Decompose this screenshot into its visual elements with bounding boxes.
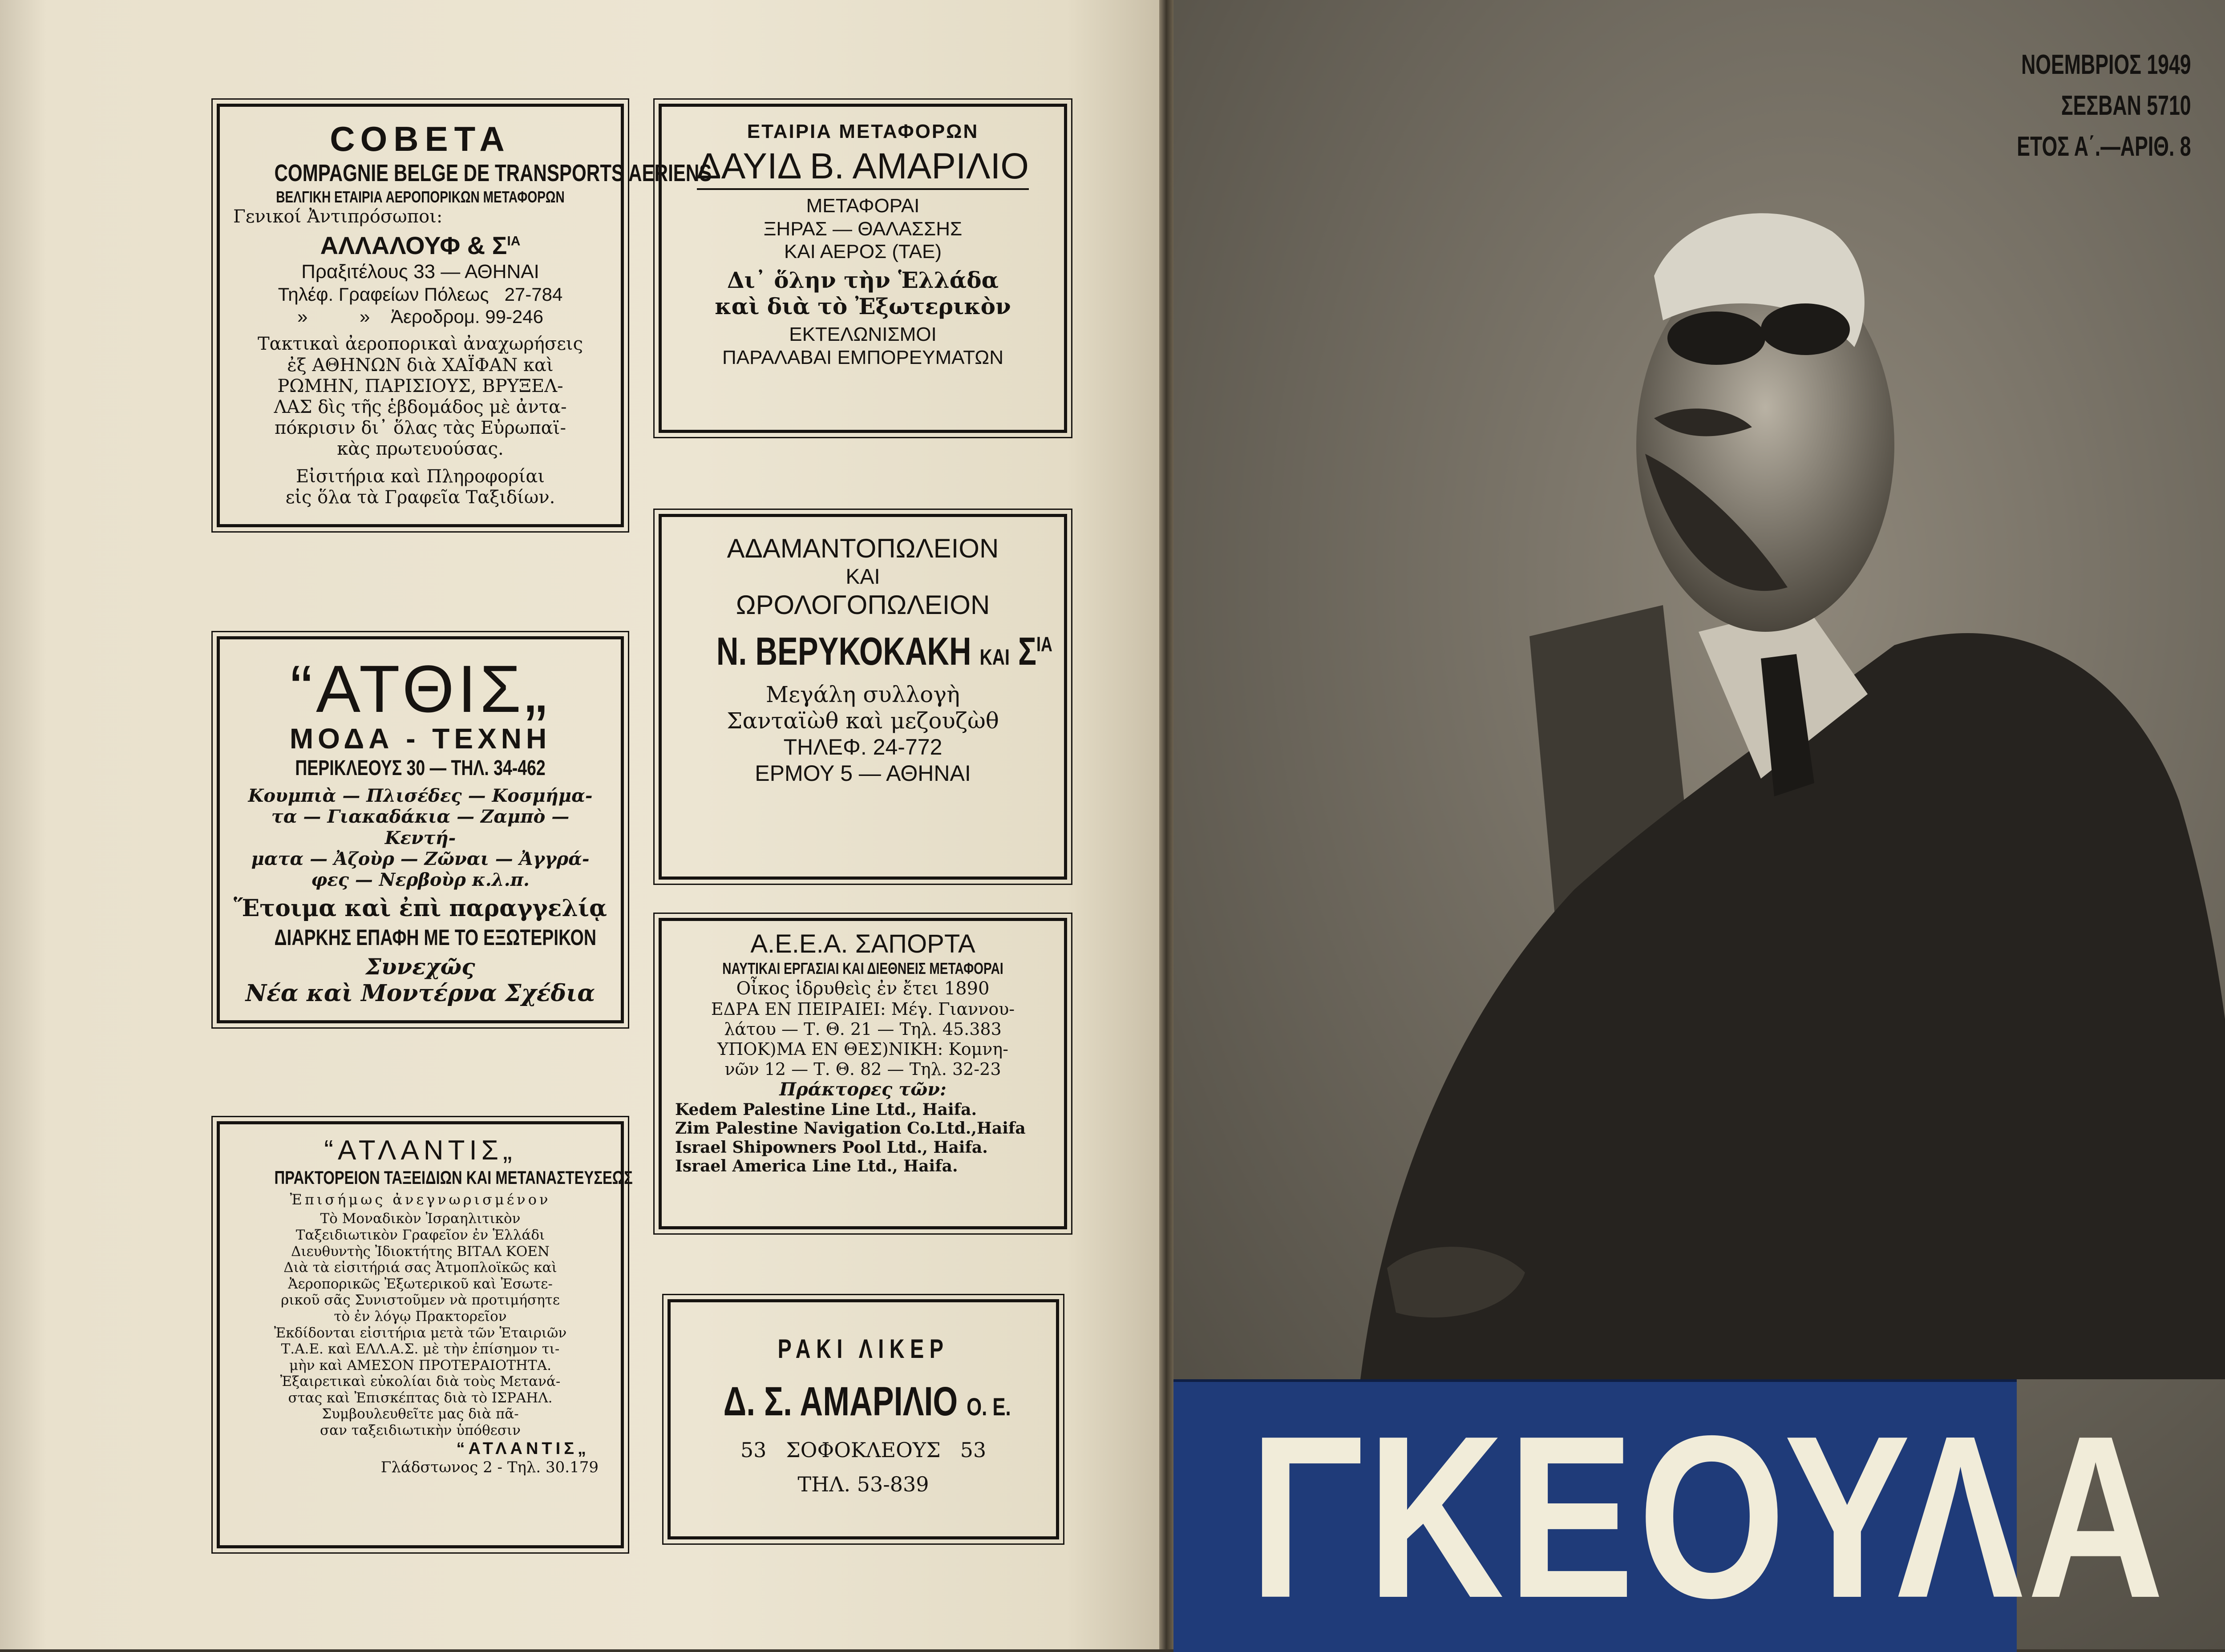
sobeta-phone-city-label: Τηλέφ. Γραφείων Πόλεως <box>278 284 489 305</box>
saporta-agent: Zim Palestine Navigation Co.Ltd.,Haifa <box>675 1119 1026 1138</box>
verykokaki-desc-line: Σανταϊὼθ καὶ μεζουζὼθ <box>727 708 999 734</box>
verykokaki-name-sup: ΙΑ <box>1036 632 1052 656</box>
atthis-address: ΠΕΡΙΚΛΕΟΥΣ 30 — ΤΗΛ. 34-462 <box>295 756 546 780</box>
atthis-footer-line: Συνεχῶς <box>365 953 475 980</box>
raki-phone: ΤΗΛ. 53-839 <box>797 1472 929 1496</box>
issue-info <box>2017 44 2191 167</box>
raki-header: ΡΑΚΙ ΛΙΚΕΡ <box>777 1334 949 1364</box>
ad-amarilio-transport <box>659 104 1067 433</box>
verykokaki-name-si: Σ <box>1018 629 1037 674</box>
atlantis-line: Διὰ τὰ εἰσιτήριά σας Ἀτμοπλοϊκῶς καὶ <box>283 1260 557 1276</box>
sobeta-text-line: ΡΩΜΗΝ, ΠΑΡΙΣΙΟΥΣ, ΒΡΥΞΕΛ- <box>277 376 563 396</box>
verykokaki-name-text: Ν. ΒΕΡΥΚΟΚΑΚΗ <box>716 629 971 674</box>
sobeta-agent-name <box>233 231 607 260</box>
ad-verykokaki <box>659 514 1067 880</box>
atlantis-line: μὴν καὶ ΑΜΕΣΟΝ ΠΡΟΤΕΡΑΙΟΤΗΤΑ. <box>289 1357 551 1373</box>
atlantis-line: τὸ ἐν λόγῳ Πρακτορεῖον <box>334 1308 507 1325</box>
sobeta-footer-line: Εἰσιτήρια καὶ Πληροφορίαι <box>295 466 545 487</box>
magazine-title: ΓΚΕΟΥΛΑ <box>1249 1388 2168 1646</box>
book-gutter <box>1159 0 1173 1649</box>
sobeta-agent-sup: ΙΑ <box>507 234 521 249</box>
sobeta-text-line: ἐξ ΑΘΗΝΩΝ διὰ ΧΑΪΦΑΝ καὶ <box>287 355 554 376</box>
atlantis-line: σαν ταξειδιωτικὴν ὑπόθεσιν <box>320 1422 521 1438</box>
verykokaki-phone: ΤΗΛΕΦ. 24-772 <box>783 735 943 760</box>
amarilio-line: ΚΑΙ ΑΕΡΟΣ (ΤΑΕ) <box>784 241 942 263</box>
amarilio-name: ΔΑΥΙΔ Β. ΑΜΑΡΙΛΙΟ <box>697 145 1029 190</box>
sobeta-name: СОВЕТА <box>330 119 511 158</box>
ad-raki <box>668 1299 1059 1539</box>
atlantis-line: Τὸ Μοναδικὸν Ἰσραηλιτικὸν <box>320 1211 521 1227</box>
saporta-line: λάτου — Τ. Θ. 21 — Τηλ. 45.383 <box>724 1019 1002 1039</box>
raki-name-suffix: Ο. Ε. <box>967 1392 1011 1421</box>
ad-saporta <box>659 918 1067 1229</box>
sobeta-text-line: κὰς πρωτευούσας. <box>337 439 504 460</box>
saporta-founded: Οἶκος ἱδρυθεὶς ἐν ἔτει 1890 <box>736 978 990 999</box>
saporta-subtitle: ΝΑΥΤΙΚΑΙ ΕΡΓΑΣΙΑΙ ΚΑΙ ΔΙΕΘΝΕΙΣ ΜΕΤΑΦΟΡΑΙ <box>722 959 1003 978</box>
sobeta-company-gr: ΒΕΛΓΙΚΗ ΕΤΑΙΡΙΑ ΑΕΡΟΠΟΡΙΚΩΝ ΜΕΤΑΦΟΡΩΝ <box>276 187 565 206</box>
atthis-item-line: τα — Γιακαδάκια — Ζαμπὸ — Κεντή- <box>271 806 570 848</box>
atlantis-line: Ἀεροπορικῶς Ἐξωτερικοῦ καὶ Ἐσωτε- <box>288 1276 553 1292</box>
saporta-agent: Kedem Palestine Line Ltd., Haifa. <box>675 1100 977 1119</box>
sobeta-phone-airport: Ἀεροδρομ. 99-246 <box>391 306 544 327</box>
atthis-item-line: Κουμπιὰ — Πλισέδες — Κοσμήμα- <box>248 785 593 807</box>
atlantis-line: Ἐκδίδονται εἰσιτήρια μετὰ τῶν Ἑταιριῶν <box>274 1325 567 1341</box>
atlantis-line: ρικοῦ σᾶς Συνιστοῦμεν νὰ προτιμήσητε <box>281 1292 560 1309</box>
verykokaki-line: ΩΡΟΛΟΓΟΠΩΛΕΙΟΝ <box>736 590 990 620</box>
atlantis-footer-address: Γλάδστωνος 2 - Τηλ. 30.179 <box>380 1458 599 1477</box>
sobeta-text-line: πόκρισιν δι᾽ ὅλας τὰς Εὐρωπαϊ- <box>274 418 566 439</box>
atlantis-line: Ἐξαιρετικαὶ εὐκολίαι διὰ τοὺς Μετανά- <box>280 1373 561 1390</box>
ad-atlantis <box>217 1121 633 1548</box>
amarilio-footer-line: ΕΚΤΕΛΩΝΙΣΜΟΙ <box>789 323 937 346</box>
saporta-agent: Israel America Line Ltd., Haifa. <box>675 1157 958 1175</box>
atlantis-line: Ταξειδιωτικὸν Γραφεῖον ἐν Ἑλλάδι <box>295 1227 545 1244</box>
sobeta-phone-city: 27-784 <box>504 284 563 305</box>
atlantis-recognized: Ἐπισήμως ἀνεγνωρισμένον <box>290 1191 551 1208</box>
atthis-item-line: φες — Νερβοὺρ κ.λ.π. <box>311 869 530 890</box>
amarilio-italic-line: καὶ διὰ τὸ Ἐξωτερικὸν <box>715 293 1011 320</box>
atlantis-line: Τ.Α.Ε. καὶ ΕΛΛ.Α.Σ. μὲ τὴν ἐπίσημον τι- <box>281 1341 560 1357</box>
issue-hebrew: ΣΕΣΒΑΝ 5710 <box>2061 90 2191 121</box>
amarilio-line: ΜΕΤΑΦΟΡΑΙ <box>806 194 920 217</box>
amarilio-line: ΞΗΡΑΣ — ΘΑΛΑΣΣΗΣ <box>763 218 963 240</box>
atthis-name: “ΑΤΘΙΣ„ <box>290 651 550 726</box>
amarilio-header: ΕΤΑΙΡΙΑ ΜΕΤΑΦΟΡΩΝ <box>747 121 979 142</box>
saporta-name: Α.Ε.Ε.Α. ΣΑΠΟΡΤΑ <box>750 929 975 958</box>
verykokaki-line: ΚΑΙ <box>846 565 880 589</box>
issue-number: ΕΤΟΣ Α΄.—ΑΡΙΘ. 8 <box>2017 131 2191 162</box>
verykokaki-line: ΑΔΑΜΑΝΤΟΠΩΛΕΙΟΝ <box>727 533 999 563</box>
saporta-line: ΥΠΟΚ)ΜΑ ΕΝ ΘΕΣ)ΝΙΚΗ: Κομνη- <box>717 1039 1008 1059</box>
raki-name <box>723 1377 1011 1426</box>
ad-atthis <box>217 636 624 1023</box>
sobeta-agents-label: Γενικοί Ἀντιπρόσωποι: <box>233 206 443 227</box>
sobeta-text-line: Τακτικαὶ ἀεροπορικαὶ ἀναχωρήσεις <box>257 334 583 355</box>
cover-page <box>1173 0 2225 1649</box>
sobeta-phone-airport-marks: » » <box>297 306 370 327</box>
atthis-footer-line: Νέα καὶ Μοντέρνα Σχέδια <box>245 980 595 1007</box>
verykokaki-desc-line: Μεγάλη συλλογὴ <box>765 682 960 708</box>
verykokaki-address: ΕΡΜΟΥ 5 — ΑΘΗΝΑΙ <box>755 761 971 786</box>
sobeta-phone-city-row <box>233 283 607 306</box>
raki-name-text: Δ. Σ. ΑΜΑΡΙΛΙΟ <box>723 1378 958 1424</box>
sobeta-address: Πραξιτέλους 33 — ΑΘΗΝΑΙ <box>301 261 539 283</box>
verykokaki-name-kai: ΚΑΙ <box>979 645 1010 670</box>
ad-sobeta <box>217 104 712 527</box>
amarilio-footer-line: ΠΑΡΑΛΑΒΑΙ ΕΜΠΟΡΕΥΜΑΤΩΝ <box>722 347 1003 369</box>
sobeta-agent-text: ΑΛΛΑΛΟΥΦ & Σ <box>320 231 507 260</box>
glasses-bridge <box>1761 329 1779 335</box>
atlantis-line: Συμβουλευθεῖτε μας διὰ πᾶ- <box>322 1406 519 1422</box>
atlantis-name: “ΑΤΛΑΝΤΙΣ„ <box>324 1135 517 1166</box>
atthis-order-line: Ἕτοιμα καὶ ἐπὶ παραγγελίᾳ <box>233 895 607 922</box>
saporta-line: ΕΔΡΑ ΕΝ ΠΕΙΡΑΙΕΙ: Μέγ. Γιαννου- <box>711 999 1015 1019</box>
sobeta-company-fr: COMPAGNIE BELGE DE TRANSPORTS AERIENS <box>274 160 712 187</box>
saporta-agent: Israel Shipowners Pool Ltd., Haifa. <box>675 1138 988 1157</box>
sobeta-text-line: ΛΑΣ δὶς τῆς ἑβδομάδος μὲ ἀντα- <box>274 397 567 418</box>
raki-address: 53 ΣΟΦΟΚΛΕΟΥΣ 53 <box>740 1438 987 1462</box>
atthis-contact-line: ΔΙΑΡΚΗΣ ΕΠΑΦΗ ΜΕ ΤΟ ΕΞΩΤΕΡΙΚΟΝ <box>274 925 596 950</box>
atlantis-line: Διευθυντὴς Ἰδιοκτήτης ΒΙΤΑΛ ΚΟΕΝ <box>291 1243 550 1260</box>
atthis-item-line: ματα — Ἀζοὺρ — Ζῶναι — Ἀγγρά- <box>251 848 590 869</box>
sobeta-phone-airport-row <box>233 306 607 328</box>
atlantis-line: στας καὶ Ἐπισκέπτας διὰ τὸ ΙΣΡΑΗΛ. <box>288 1389 553 1406</box>
glasses-left <box>1667 311 1765 365</box>
saporta-agents-label: Πράκτορες τῶν: <box>779 1079 947 1100</box>
saporta-line: νῶν 12 — Τ. Θ. 82 — Τηλ. 32-23 <box>724 1059 1001 1079</box>
issue-month: ΝΟΕΜΒΡΙΟΣ 1949 <box>2021 49 2191 80</box>
amarilio-italic-line: Δι᾽ ὅλην τὴν Ἑλλάδα <box>727 267 999 294</box>
atlantis-footer-name: “ΑΤΛΑΝΤΙΣ„ <box>456 1439 590 1458</box>
atthis-subtitle: ΜΟΔΑ - ΤΕΧΝΗ <box>289 723 551 755</box>
atlantis-subtitle: ΠΡΑΚΤΟΡΕΙΟΝ ΤΑΞΕΙΔΙΩΝ ΚΑΙ ΜΕΤΑΝΑΣΤΕΥΣΕΩΣ <box>274 1167 633 1188</box>
sobeta-footer-line: εἰς ὅλα τὰ Γραφεῖα Ταξιδίων. <box>285 487 555 508</box>
